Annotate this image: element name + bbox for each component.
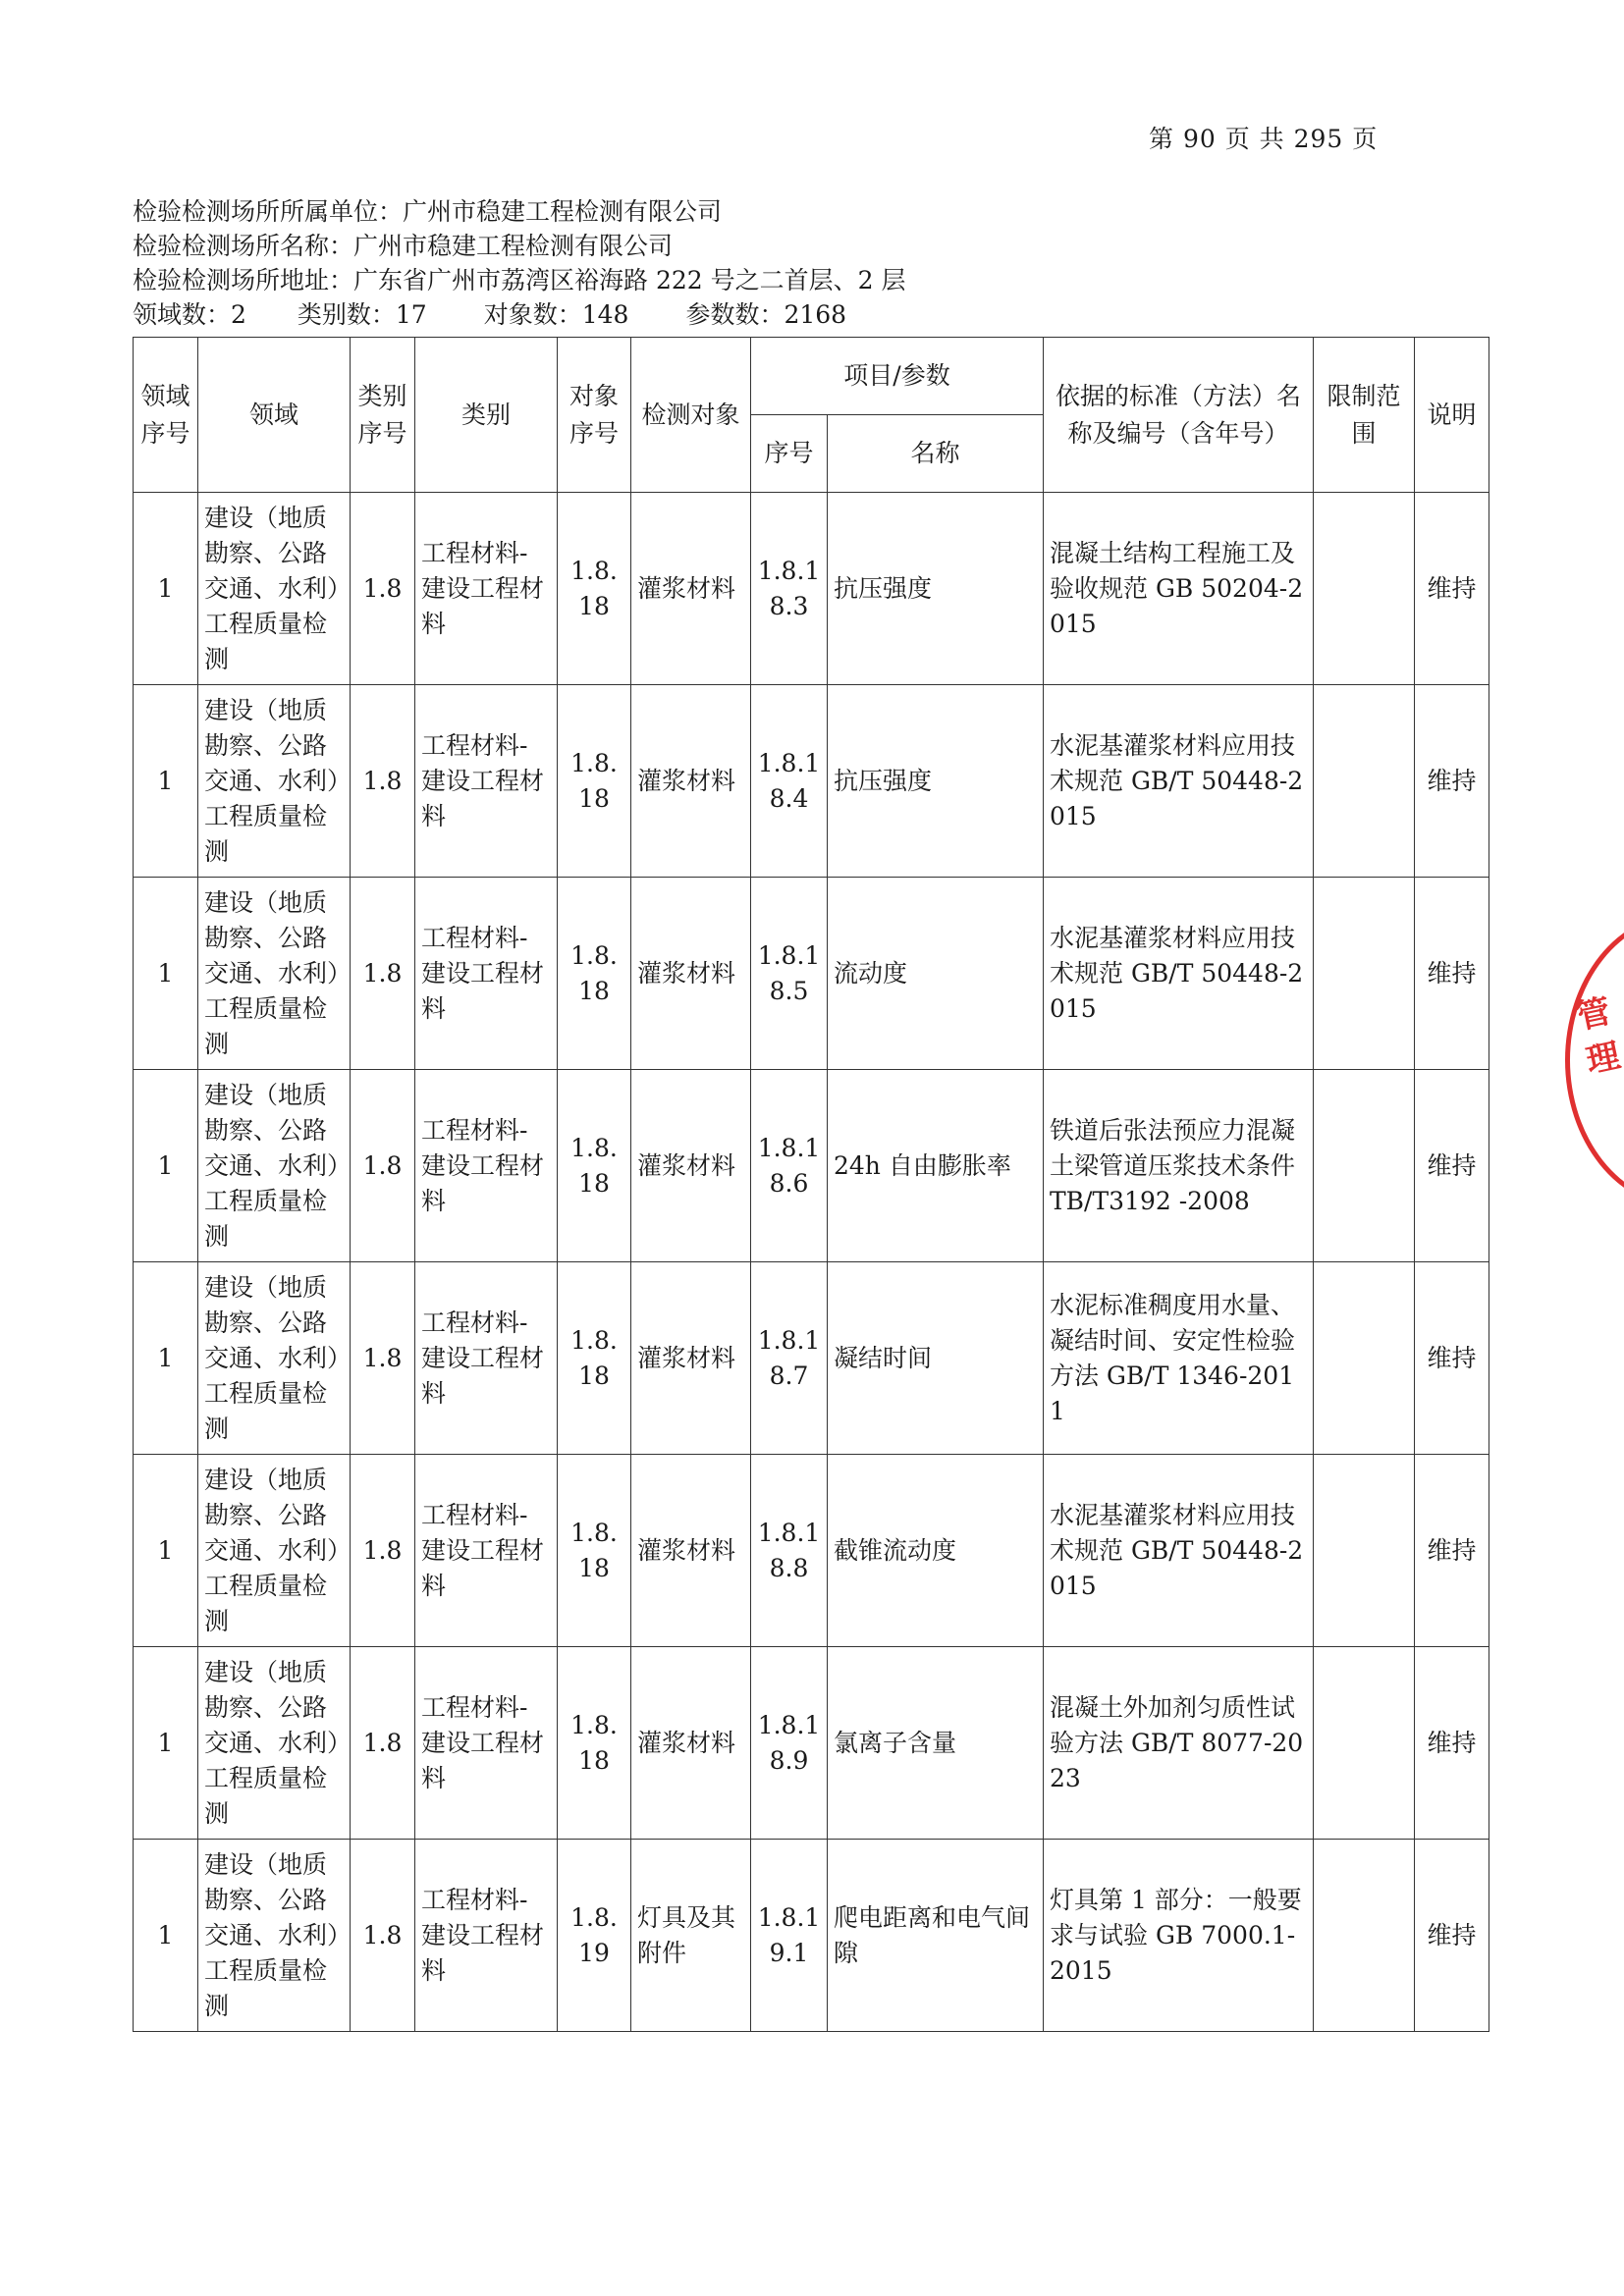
cell-object: 灌浆材料 bbox=[631, 493, 751, 685]
info-counts bbox=[133, 297, 905, 332]
cell-object-seq: 1.8.18 bbox=[558, 1070, 631, 1262]
cell-domain: 建设（地质勘察、公路交通、水利）工程质量检测 bbox=[198, 878, 351, 1070]
header-domain: 领域 bbox=[198, 338, 351, 493]
cell-object: 灌浆材料 bbox=[631, 1070, 751, 1262]
scope-table bbox=[133, 337, 1489, 2032]
cell-category-seq: 1.8 bbox=[351, 685, 415, 878]
cell-domain: 建设（地质勘察、公路交通、水利）工程质量检测 bbox=[198, 1840, 351, 2032]
cell-category: 工程材料-建设工程材料 bbox=[415, 1455, 558, 1647]
cell-domain: 建设（地质勘察、公路交通、水利）工程质量检测 bbox=[198, 1455, 351, 1647]
cell-item-seq: 1.8.18.5 bbox=[751, 878, 828, 1070]
cell-object: 灯具及其附件 bbox=[631, 1840, 751, 2032]
cell-object: 灌浆材料 bbox=[631, 878, 751, 1070]
cell-item-seq: 1.8.18.7 bbox=[751, 1262, 828, 1455]
cell-object-seq: 1.8.18 bbox=[558, 1455, 631, 1647]
cell-object-seq: 1.8.18 bbox=[558, 685, 631, 878]
header-limit: 限制范围 bbox=[1314, 338, 1415, 493]
cell-category: 工程材料-建设工程材料 bbox=[415, 1070, 558, 1262]
cell-domain: 建设（地质勘察、公路交通、水利）工程质量检测 bbox=[198, 1647, 351, 1840]
info-address: 检验检测场所地址：广东省广州市荔湾区裕海路 222 号之二首层、2 层 bbox=[133, 266, 906, 294]
official-seal bbox=[1565, 913, 1624, 1207]
header-note: 说明 bbox=[1415, 338, 1489, 493]
cell-item-name: 氯离子含量 bbox=[828, 1647, 1044, 1840]
cell-domain-seq: 1 bbox=[134, 878, 198, 1070]
cell-note: 维持 bbox=[1415, 1070, 1489, 1262]
cell-item-seq: 1.8.18.4 bbox=[751, 685, 828, 878]
cell-limit bbox=[1314, 685, 1415, 878]
header-category: 类别 bbox=[415, 338, 558, 493]
cell-domain-seq: 1 bbox=[134, 685, 198, 878]
table-row bbox=[134, 1840, 1489, 2032]
cell-category: 工程材料-建设工程材料 bbox=[415, 878, 558, 1070]
cell-object: 灌浆材料 bbox=[631, 1455, 751, 1647]
cell-object-seq: 1.8.18 bbox=[558, 493, 631, 685]
cell-item-seq: 1.8.18.8 bbox=[751, 1455, 828, 1647]
cell-object-seq: 1.8.19 bbox=[558, 1840, 631, 2032]
cell-item-seq: 1.8.19.1 bbox=[751, 1840, 828, 2032]
header-item-seq: 序号 bbox=[751, 415, 828, 493]
cell-domain-seq: 1 bbox=[134, 1647, 198, 1840]
header-domain-seq: 领域序号 bbox=[134, 338, 198, 493]
cell-standard: 水泥基灌浆材料应用技术规范 GB/T 50448-2015 bbox=[1044, 685, 1314, 878]
cell-item-name: 抗压强度 bbox=[828, 685, 1044, 878]
cell-category-seq: 1.8 bbox=[351, 878, 415, 1070]
cell-item-seq: 1.8.18.6 bbox=[751, 1070, 828, 1262]
header-item-param: 项目/参数 bbox=[751, 338, 1044, 415]
cell-limit bbox=[1314, 1840, 1415, 2032]
cell-note: 维持 bbox=[1415, 1455, 1489, 1647]
header-object: 检测对象 bbox=[631, 338, 751, 493]
cell-object-seq: 1.8.18 bbox=[558, 1262, 631, 1455]
seal-text: 管理 bbox=[1573, 991, 1624, 1082]
cell-item-name: 抗压强度 bbox=[828, 493, 1044, 685]
table-row bbox=[134, 1070, 1489, 1262]
cell-standard: 水泥标准稠度用水量、凝结时间、安定性检验方法 GB/T 1346-2011 bbox=[1044, 1262, 1314, 1455]
cell-category: 工程材料-建设工程材料 bbox=[415, 1262, 558, 1455]
count-params: 参数数：2168 bbox=[685, 300, 847, 329]
cell-item-name: 流动度 bbox=[828, 878, 1044, 1070]
cell-note: 维持 bbox=[1415, 878, 1489, 1070]
cell-category-seq: 1.8 bbox=[351, 1647, 415, 1840]
cell-object: 灌浆材料 bbox=[631, 1262, 751, 1455]
cell-standard: 混凝土结构工程施工及验收规范 GB 50204-2015 bbox=[1044, 493, 1314, 685]
table-row bbox=[134, 1455, 1489, 1647]
cell-category-seq: 1.8 bbox=[351, 1840, 415, 2032]
cell-category: 工程材料-建设工程材料 bbox=[415, 1840, 558, 2032]
table-row bbox=[134, 1647, 1489, 1840]
cell-category-seq: 1.8 bbox=[351, 1070, 415, 1262]
cell-item-name: 爬电距离和电气间隙 bbox=[828, 1840, 1044, 2032]
cell-category: 工程材料-建设工程材料 bbox=[415, 1647, 558, 1840]
table-row bbox=[134, 493, 1489, 685]
cell-object-seq: 1.8.18 bbox=[558, 878, 631, 1070]
cell-item-seq: 1.8.18.3 bbox=[751, 493, 828, 685]
count-categories: 类别数：17 bbox=[297, 300, 427, 329]
cell-category-seq: 1.8 bbox=[351, 493, 415, 685]
cell-limit bbox=[1314, 878, 1415, 1070]
cell-domain: 建设（地质勘察、公路交通、水利）工程质量检测 bbox=[198, 1070, 351, 1262]
cell-standard: 水泥基灌浆材料应用技术规范 GB/T 50448-2015 bbox=[1044, 878, 1314, 1070]
cell-note: 维持 bbox=[1415, 1262, 1489, 1455]
cell-note: 维持 bbox=[1415, 685, 1489, 878]
cell-note: 维持 bbox=[1415, 493, 1489, 685]
cell-category-seq: 1.8 bbox=[351, 1455, 415, 1647]
cell-domain-seq: 1 bbox=[134, 1070, 198, 1262]
info-block bbox=[133, 194, 905, 332]
cell-item-name: 24h 自由膨胀率 bbox=[828, 1070, 1044, 1262]
cell-item-name: 截锥流动度 bbox=[828, 1455, 1044, 1647]
cell-category: 工程材料-建设工程材料 bbox=[415, 493, 558, 685]
cell-domain-seq: 1 bbox=[134, 1262, 198, 1455]
cell-limit bbox=[1314, 1455, 1415, 1647]
cell-object: 灌浆材料 bbox=[631, 1647, 751, 1840]
table-row bbox=[134, 1262, 1489, 1455]
cell-category-seq: 1.8 bbox=[351, 1262, 415, 1455]
count-objects: 对象数：148 bbox=[483, 300, 629, 329]
cell-standard: 铁道后张法预应力混凝土梁管道压浆技术条件 TB/T3192 -2008 bbox=[1044, 1070, 1314, 1262]
cell-domain-seq: 1 bbox=[134, 493, 198, 685]
cell-standard: 混凝土外加剂匀质性试验方法 GB/T 8077-2023 bbox=[1044, 1647, 1314, 1840]
cell-domain-seq: 1 bbox=[134, 1840, 198, 2032]
table-row bbox=[134, 685, 1489, 878]
cell-note: 维持 bbox=[1415, 1840, 1489, 2032]
count-domains: 领域数：2 bbox=[133, 300, 246, 329]
cell-domain: 建设（地质勘察、公路交通、水利）工程质量检测 bbox=[198, 1262, 351, 1455]
cell-limit bbox=[1314, 1647, 1415, 1840]
cell-object-seq: 1.8.18 bbox=[558, 1647, 631, 1840]
cell-item-seq: 1.8.18.9 bbox=[751, 1647, 828, 1840]
header-item-name: 名称 bbox=[828, 415, 1044, 493]
cell-note: 维持 bbox=[1415, 1647, 1489, 1840]
cell-item-name: 凝结时间 bbox=[828, 1262, 1044, 1455]
cell-standard: 灯具第 1 部分：一般要求与试验 GB 7000.1-2015 bbox=[1044, 1840, 1314, 2032]
info-name: 检验检测场所名称：广州市稳建工程检测有限公司 bbox=[133, 232, 674, 260]
header-standard: 依据的标准（方法）名称及编号（含年号） bbox=[1044, 338, 1314, 493]
cell-object: 灌浆材料 bbox=[631, 685, 751, 878]
cell-limit bbox=[1314, 493, 1415, 685]
header-category-seq: 类别序号 bbox=[351, 338, 415, 493]
cell-domain: 建设（地质勘察、公路交通、水利）工程质量检测 bbox=[198, 685, 351, 878]
cell-category: 工程材料-建设工程材料 bbox=[415, 685, 558, 878]
info-unit: 检验检测场所所属单位：广州市稳建工程检测有限公司 bbox=[133, 197, 723, 226]
cell-domain-seq: 1 bbox=[134, 1455, 198, 1647]
table-row bbox=[134, 878, 1489, 1070]
cell-limit bbox=[1314, 1262, 1415, 1455]
cell-domain: 建设（地质勘察、公路交通、水利）工程质量检测 bbox=[198, 493, 351, 685]
cell-standard: 水泥基灌浆材料应用技术规范 GB/T 50448-2015 bbox=[1044, 1455, 1314, 1647]
header-object-seq: 对象序号 bbox=[558, 338, 631, 493]
cell-limit bbox=[1314, 1070, 1415, 1262]
page-number: 第 90 页 共 295 页 bbox=[1149, 125, 1379, 153]
